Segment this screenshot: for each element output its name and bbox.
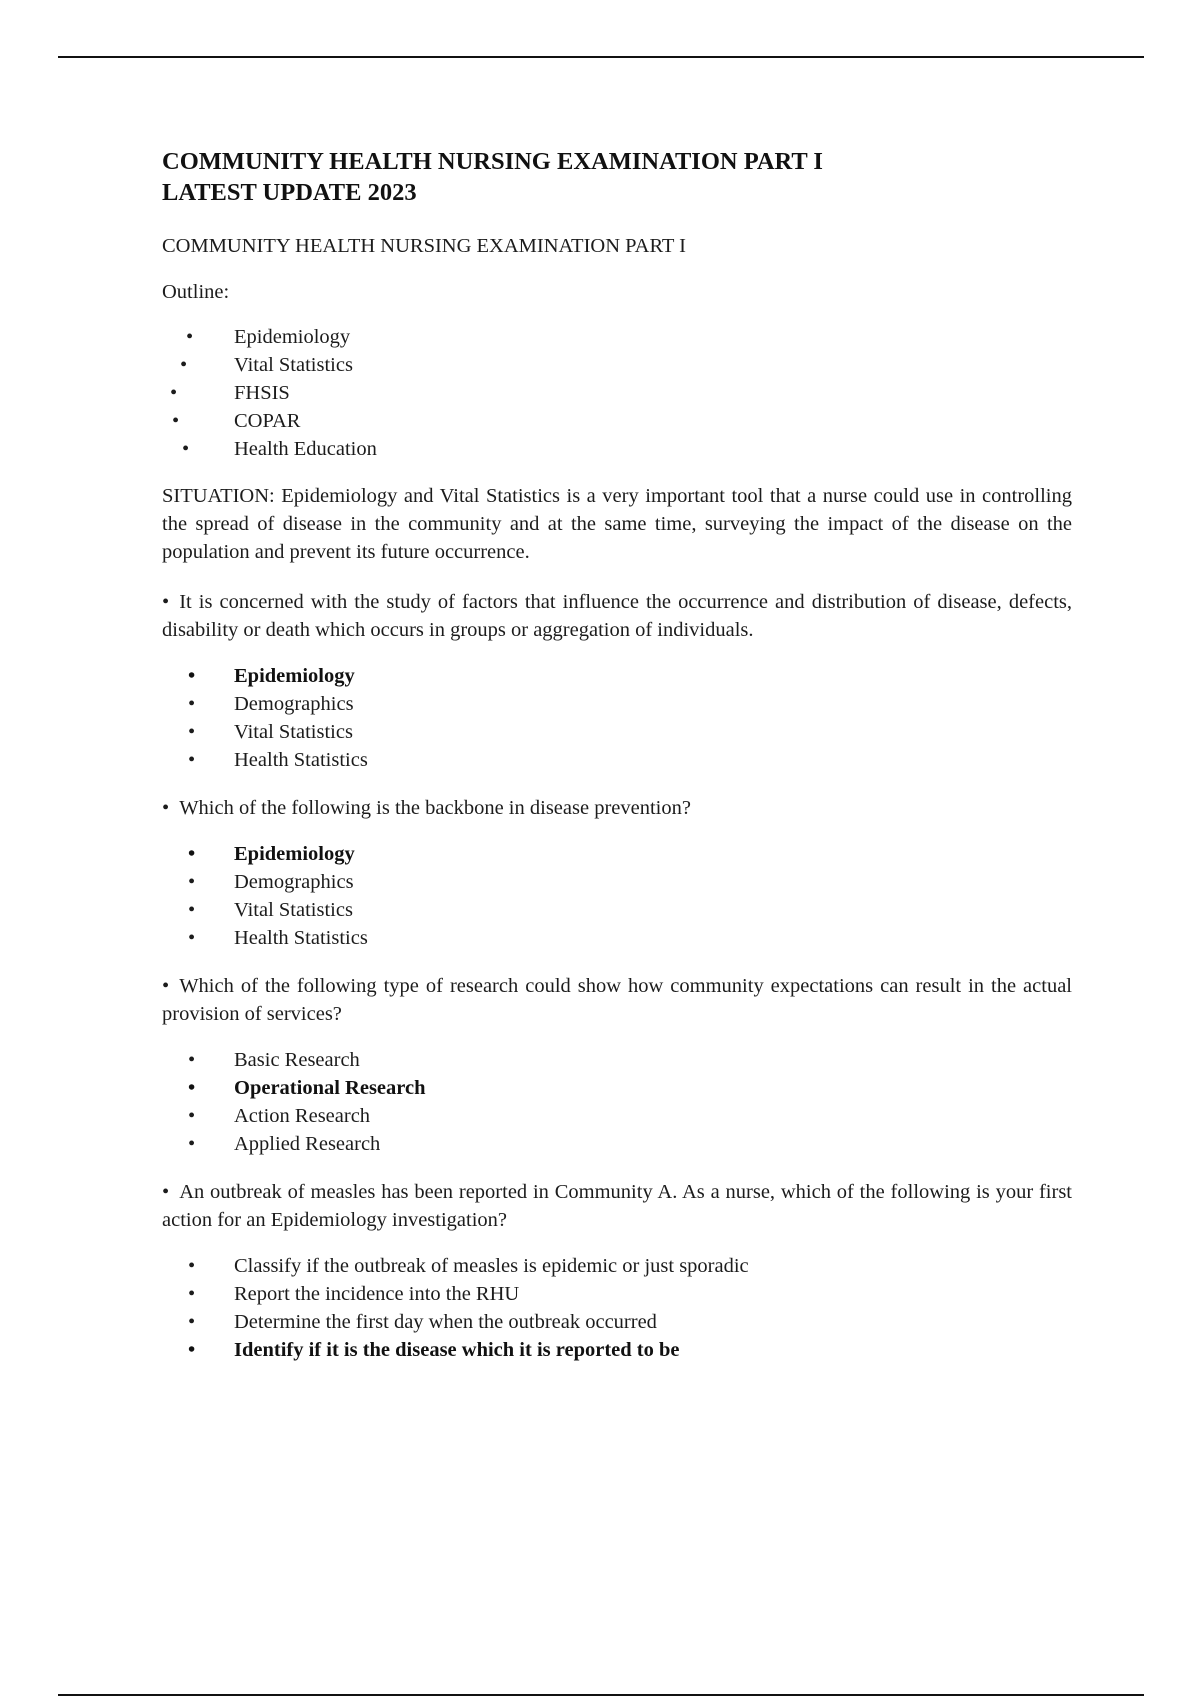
choice-item: • Report the incidence into the RHU: [162, 1280, 1072, 1308]
question-text: An outbreak of measles has been reported in Community A. As a nurse, which of the following is your first action for an Epidemiology investigation?: [162, 1181, 1072, 1231]
title-line-1: COMMUNITY HEALTH NURSING EXAMINATION PART I: [162, 148, 823, 175]
outline-item: • FHSIS: [162, 379, 1072, 407]
choice-item: • Basic Research: [162, 1046, 1072, 1074]
question-bullet: •: [162, 975, 170, 997]
outline-label: Outline:: [162, 281, 230, 303]
choices-1: [162, 662, 1072, 774]
choice-item: • Action Research: [162, 1102, 1072, 1130]
question-1: [162, 588, 1072, 644]
choice-item: • Health Statistics: [162, 924, 1072, 952]
outline-item: • COPAR: [162, 407, 1072, 435]
question-2: [162, 794, 1072, 822]
choice-item: • Health Statistics: [162, 746, 1072, 774]
document-body: [162, 146, 1072, 1384]
question-4: [162, 1178, 1072, 1234]
choice-item: • Determine the first day when the outbreak occurred: [162, 1308, 1072, 1336]
document-title: [162, 146, 1072, 208]
question-text: Which of the following is the backbone in disease prevention?: [179, 797, 691, 819]
choice-item: • Classify if the outbreak of measles is epidemic or just sporadic: [162, 1252, 1072, 1280]
choice-item-correct: • Identify if it is the disease which it is reported to be: [162, 1336, 1072, 1364]
question-bullet: •: [162, 797, 170, 819]
question-bullet: •: [162, 1181, 170, 1203]
choice-item-correct: • Epidemiology: [162, 840, 1072, 868]
choice-item: • Demographics: [162, 690, 1072, 718]
bottom-rule: [58, 1694, 1144, 1696]
document-subtitle: COMMUNITY HEALTH NURSING EXAMINATION PART I: [162, 235, 687, 257]
top-rule: [58, 56, 1144, 58]
question-text: It is concerned with the study of factors that influence the occurrence and distribution of disease, defects, disability or death which occurs in groups or aggregation of individuals.: [162, 591, 1072, 641]
outline-list: [162, 323, 1072, 463]
choice-item: • Vital Statistics: [162, 896, 1072, 924]
choice-item-correct: • Operational Research: [162, 1074, 1072, 1102]
outline-item: • Vital Statistics: [162, 351, 1072, 379]
choice-item: • Demographics: [162, 868, 1072, 896]
situation-paragraph: SITUATION: Epidemiology and Vital Statistics is a very important tool that a nurse could use in controlling the spread of disease in the community and at the same time, surveying the impact of the disease on the population and prevent its future occurrence.: [162, 485, 1072, 563]
question-bullet: •: [162, 591, 170, 613]
choices-4: [162, 1252, 1072, 1364]
title-line-2: LATEST UPDATE 2023: [162, 179, 417, 206]
outline-item: • Epidemiology: [162, 323, 1072, 351]
question-3: [162, 972, 1072, 1028]
choice-item-correct: • Epidemiology: [162, 662, 1072, 690]
choice-item: • Applied Research: [162, 1130, 1072, 1158]
question-text: Which of the following type of research could show how community expectations can result in the actual provision of services?: [162, 975, 1072, 1025]
choices-3: [162, 1046, 1072, 1158]
outline-item: • Health Education: [162, 435, 1072, 463]
choices-2: [162, 840, 1072, 952]
choice-item: • Vital Statistics: [162, 718, 1072, 746]
